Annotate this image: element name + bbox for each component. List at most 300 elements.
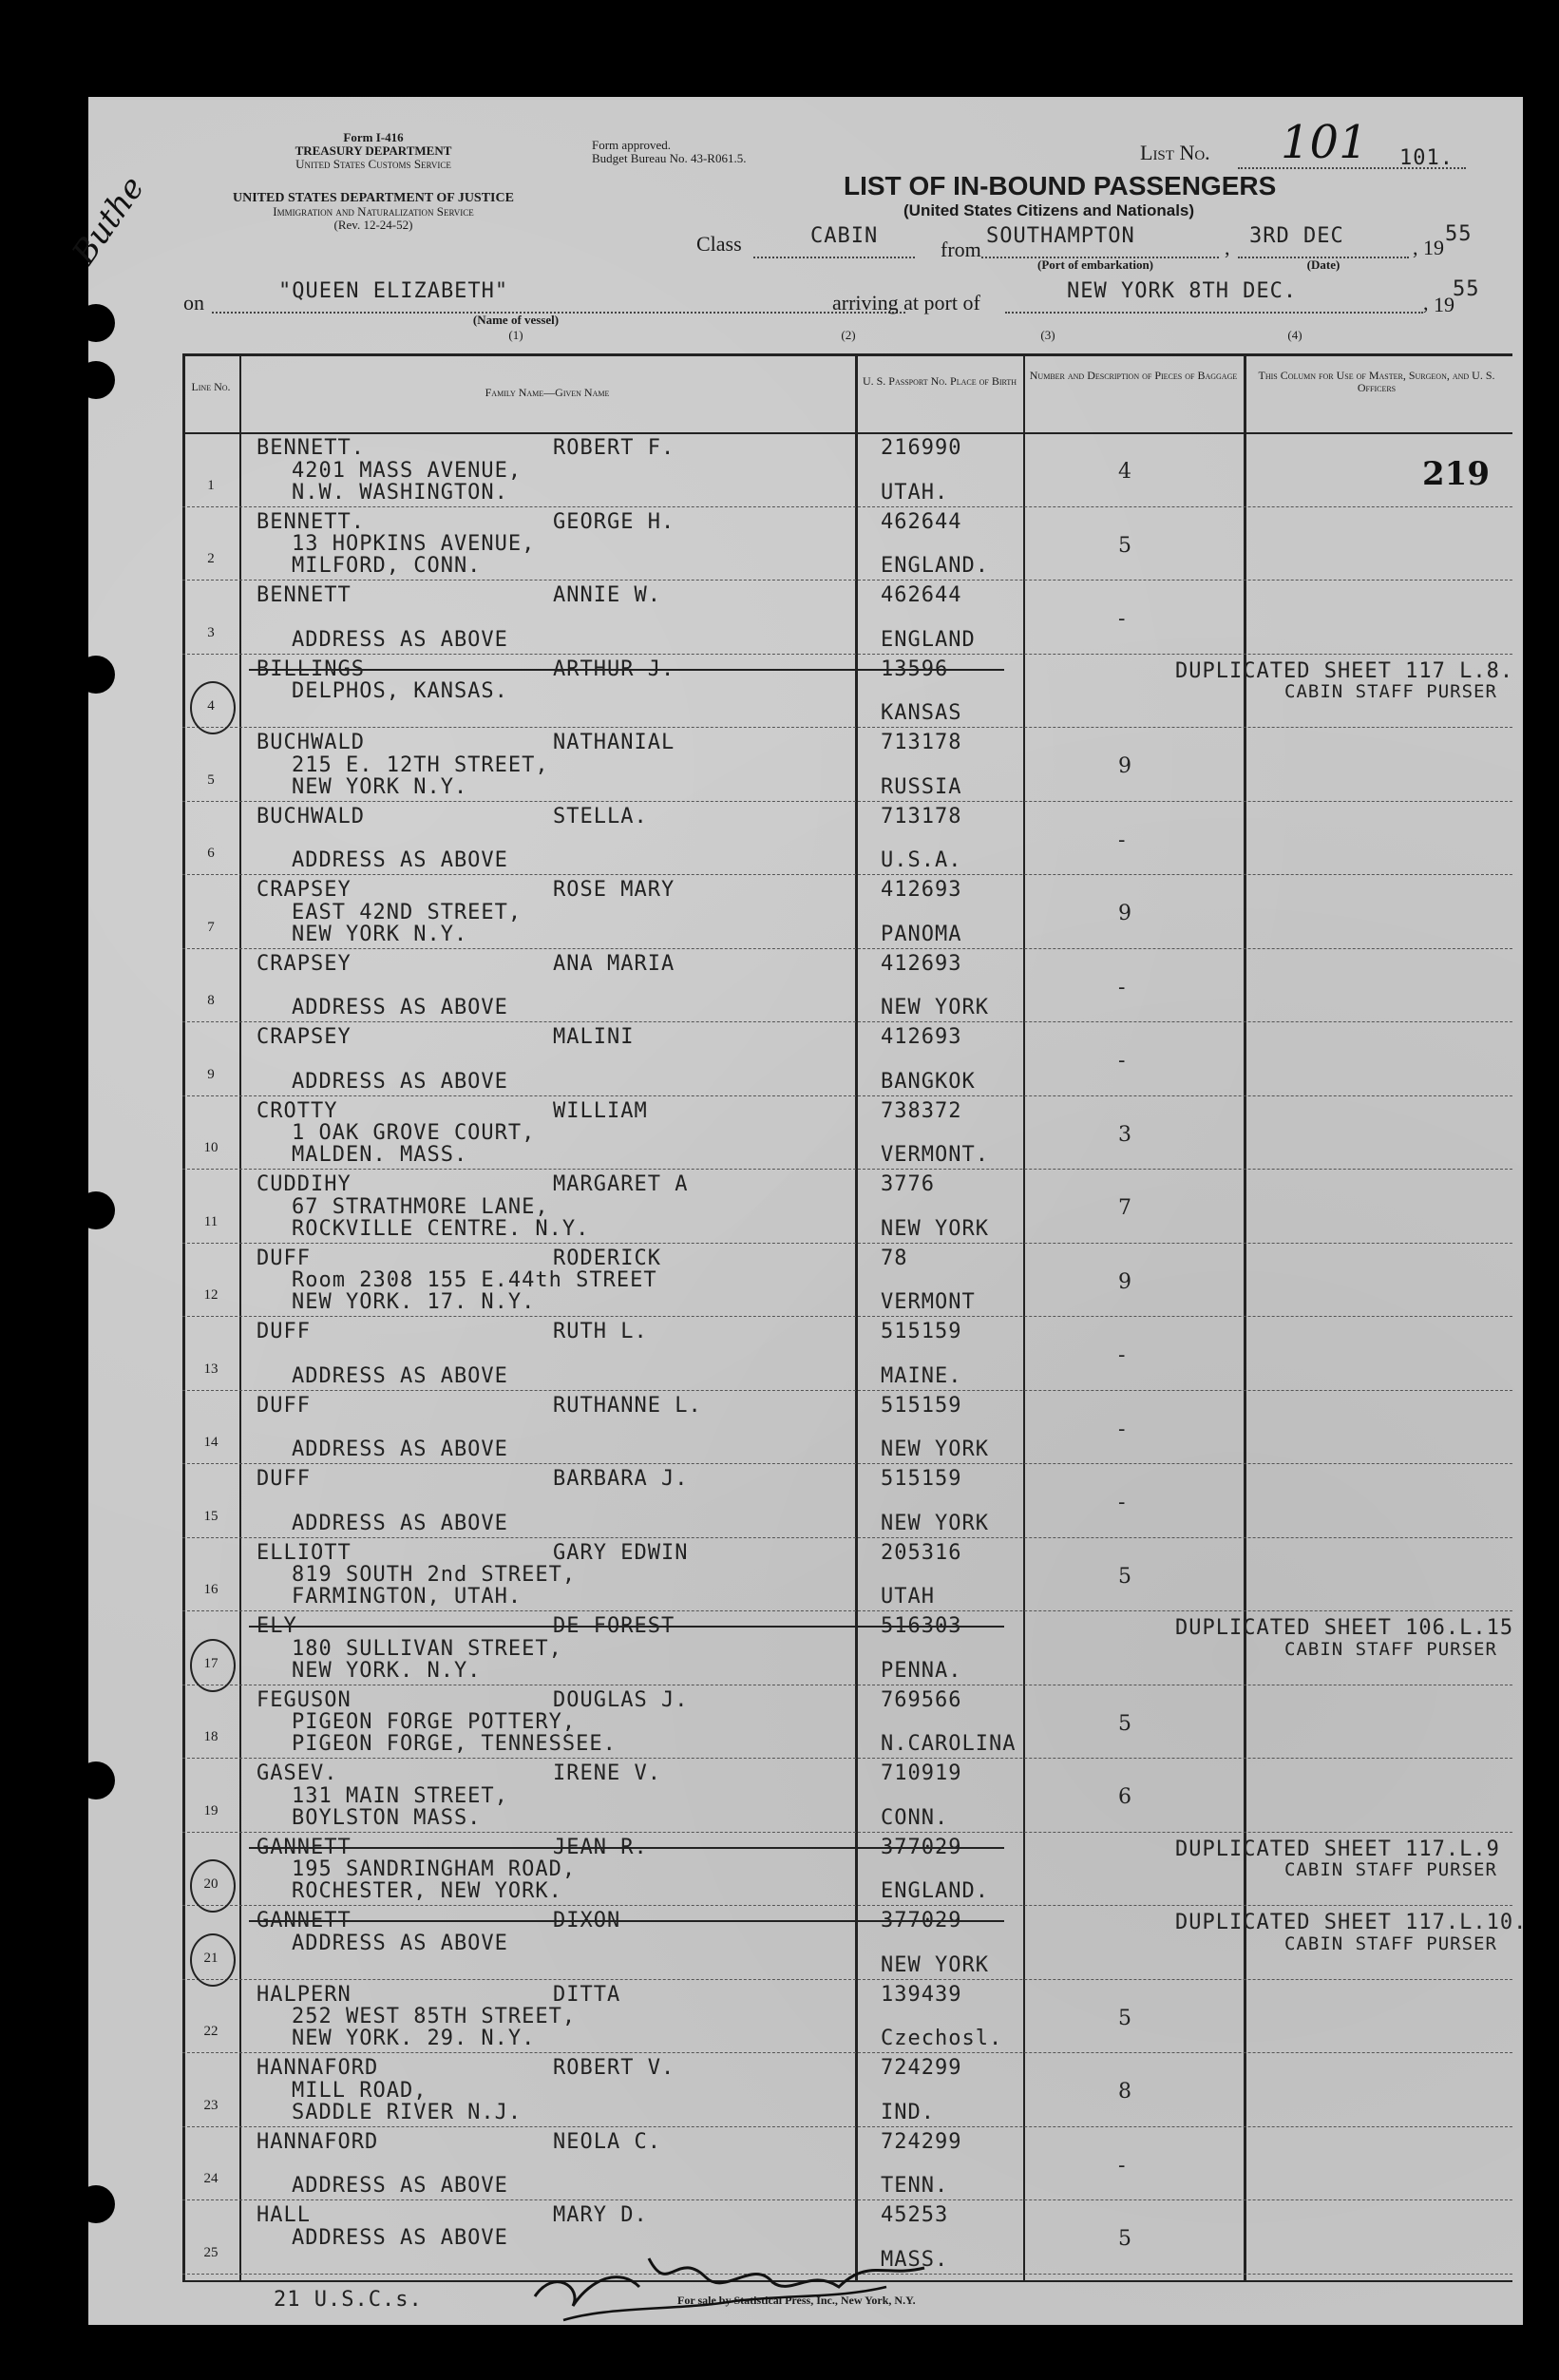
- address-line-2: SADDLE RIVER N.J.: [292, 2100, 523, 2124]
- given-name: DE FOREST: [553, 1614, 675, 1638]
- row-divider: [182, 1169, 1512, 1170]
- given-name: DIXON: [553, 1909, 621, 1933]
- address-line-2: ROCKVILLE CENTRE. N.Y.: [292, 1216, 590, 1241]
- vessel-caption: (Name of vessel): [472, 313, 560, 327]
- punch-hole: [77, 656, 115, 694]
- col-header-baggage: Number and Description of Pieces of Baggage: [1029, 369, 1238, 382]
- given-name: RODERICK: [553, 1246, 661, 1270]
- row-divider: [182, 2126, 1512, 2127]
- address-line-2: BOYLSTON MASS.: [292, 1805, 482, 1830]
- family-name: DUFF: [257, 1467, 311, 1491]
- row-divider: [182, 1316, 1512, 1317]
- address-line-2: ADDRESS AS ABOVE: [292, 1438, 508, 1462]
- arrival-year: 55: [1453, 277, 1480, 301]
- line-number: 4: [207, 698, 215, 714]
- passport-number: 139439: [881, 1982, 962, 2007]
- row-divider: [182, 1537, 1512, 1538]
- vessel-name: "QUEEN ELIZABETH": [278, 279, 509, 303]
- baggage-count: 7: [1118, 1196, 1132, 1221]
- place-of-birth: U.S.A.: [881, 848, 962, 873]
- col-num-4: (4): [1287, 328, 1302, 342]
- family-name: BENNETT.: [257, 509, 365, 534]
- table-row: [182, 1907, 1528, 1981]
- line-number: 13: [203, 1361, 219, 1377]
- passport-number: 515159: [881, 1320, 962, 1343]
- on-label: on: [183, 291, 204, 314]
- line-number: 21: [203, 1950, 219, 1966]
- row-divider: [182, 874, 1512, 875]
- place-of-birth: ENGLAND: [881, 627, 976, 652]
- place-of-birth: NEW YORK: [881, 1952, 989, 1977]
- row-divider: [182, 1905, 1512, 1906]
- given-name: MALINI: [553, 1025, 635, 1049]
- given-name: DITTA: [553, 1982, 621, 2007]
- line-number: 9: [207, 1066, 215, 1082]
- place-of-birth: ENGLAND.: [881, 554, 989, 579]
- line-number: 14: [203, 1435, 219, 1450]
- table-row: [182, 876, 1512, 950]
- year-prefix: 19: [1434, 293, 1454, 316]
- table-row: [182, 803, 1512, 877]
- address-line-1: 131 MAIN STREET,: [292, 1783, 508, 1808]
- table-row: [182, 1171, 1512, 1245]
- passport-number: 710919: [881, 1761, 962, 1785]
- col-header-passport: U. S. Passport No. Place of Birth: [862, 374, 1017, 388]
- officer-note: DUPLICATED SHEET 117 L.8.: [1175, 658, 1514, 683]
- address-line-1: Room 2308 155 E.44th STREET: [292, 1268, 657, 1293]
- table-row: [182, 729, 1512, 803]
- given-name: MARGARET A: [553, 1172, 689, 1196]
- officer-note-signoff: CABIN STAFF PURSER: [1284, 1638, 1497, 1660]
- row-divider: [182, 2052, 1512, 2053]
- baggage-count: 9: [1118, 1269, 1132, 1294]
- passport-number: 377029: [881, 1835, 962, 1859]
- given-name: ANA MARIA: [553, 951, 675, 976]
- family-name: BUCHWALD: [257, 731, 365, 754]
- table-row: [182, 1981, 1512, 2055]
- date-caption: (Date): [1306, 257, 1340, 272]
- place-of-birth: UTAH: [881, 1585, 935, 1609]
- family-name: BUCHWALD: [257, 804, 365, 828]
- family-name: HANNAFORD: [257, 2056, 379, 2080]
- place-of-birth: IND.: [881, 2100, 935, 2124]
- address-line-1: ADDRESS AS ABOVE: [292, 1931, 508, 1955]
- family-name: CRAPSEY: [257, 951, 352, 976]
- treasury-dept: TREASURY DEPARTMENT: [295, 143, 452, 158]
- family-name: CUDDIHY: [257, 1172, 352, 1196]
- family-name: DUFF: [257, 1320, 311, 1343]
- statute: 21 U.S.C.s.: [274, 2288, 423, 2312]
- family-name: CROTTY: [257, 1098, 338, 1123]
- address-line-2: PIGEON FORGE, TENNESSEE.: [292, 1732, 617, 1757]
- table-row: [182, 1539, 1512, 1613]
- baggage-count: 9: [1118, 754, 1132, 779]
- table-row: [182, 2128, 1512, 2202]
- passport-number: 738372: [881, 1098, 962, 1123]
- passport-number: 516303: [881, 1614, 962, 1638]
- row-divider: [182, 2199, 1512, 2200]
- passport-number: 462644: [881, 583, 962, 607]
- given-name: DOUGLAS J.: [553, 1687, 689, 1712]
- passport-number: 724299: [881, 2056, 962, 2080]
- punch-hole: [77, 304, 115, 342]
- budget-bureau: Budget Bureau No. 43-R061.5.: [592, 151, 747, 165]
- row-divider: [182, 1390, 1512, 1391]
- passport-number: 769566: [881, 1687, 962, 1712]
- passport-number: 462644: [881, 509, 962, 534]
- line-number: 25: [203, 2244, 219, 2260]
- address-line-2: NEW YORK. 17. N.Y.: [292, 1290, 536, 1315]
- row-divider: [182, 1979, 1512, 1980]
- given-name: BARBARA J.: [553, 1467, 689, 1491]
- address-line-2: ADDRESS AS ABOVE: [292, 1069, 508, 1094]
- family-name: ELLIOTT: [257, 1540, 352, 1565]
- line-number: 7: [207, 919, 215, 935]
- family-name: BILLINGS: [257, 657, 365, 681]
- punch-hole: [77, 2185, 115, 2223]
- line-number: 12: [203, 1287, 219, 1303]
- baggage-count: 5: [1118, 1564, 1132, 1589]
- line-number: 19: [203, 1802, 219, 1818]
- line-number-circle: [190, 681, 236, 734]
- from-label: from: [941, 238, 981, 261]
- place-of-birth: N.CAROLINA: [881, 1732, 1017, 1757]
- given-name: MARY D.: [553, 2203, 648, 2227]
- line-number: 11: [203, 1213, 219, 1229]
- line-number: 20: [203, 1876, 219, 1892]
- list-no-handwritten: 101: [1281, 116, 1368, 169]
- line-number: 5: [207, 771, 215, 788]
- family-name: GANNETT: [257, 1909, 352, 1933]
- passport-number: 724299: [881, 2129, 962, 2154]
- table-row: [182, 1318, 1512, 1392]
- officer-note-signoff: CABIN STAFF PURSER: [1284, 1859, 1497, 1881]
- address-line-2: ADDRESS AS ABOVE: [292, 996, 508, 1020]
- customs-service: United States Customs Service: [295, 157, 451, 171]
- line-number: 23: [203, 2097, 219, 2113]
- table-row: [182, 1245, 1512, 1319]
- given-name: IRENE V.: [553, 1761, 661, 1785]
- arrival-port: NEW YORK 8TH DEC.: [1067, 279, 1298, 303]
- family-name: DUFF: [257, 1246, 311, 1270]
- given-name: GARY EDWIN: [553, 1540, 689, 1565]
- address-line-2: ADDRESS AS ABOVE: [292, 1363, 508, 1388]
- given-name: ROBERT F.: [553, 436, 675, 460]
- family-name: DUFF: [257, 1393, 311, 1418]
- punch-hole: [77, 1191, 115, 1229]
- margin-handwriting: Buthe: [65, 169, 153, 272]
- family-name: BENNETT.: [257, 436, 365, 460]
- officer-note: DUPLICATED SHEET 106.L.15: [1175, 1616, 1514, 1640]
- row-divider: [182, 506, 1512, 507]
- family-name: HALPERN: [257, 1982, 352, 2007]
- row-divider: [182, 1095, 1512, 1096]
- row-divider: [182, 1243, 1512, 1244]
- place-of-birth: BANGKOK: [881, 1069, 976, 1094]
- baggage-count: 4: [1118, 460, 1132, 485]
- printer-note: For sale by Statistical Press, Inc., New York, N.Y.: [677, 2294, 916, 2307]
- line-number: 3: [207, 624, 215, 640]
- place-of-birth: CONN.: [881, 1805, 949, 1830]
- row-divider: [182, 1021, 1512, 1022]
- address-line-1: PIGEON FORGE POTTERY,: [292, 1710, 577, 1735]
- table-row: [182, 508, 1512, 582]
- line-number-circle: [190, 1639, 236, 1692]
- place-of-birth: MASS.: [881, 2247, 949, 2272]
- address-line-2: ADDRESS AS ABOVE: [292, 1511, 508, 1535]
- signature: [525, 2230, 1019, 2325]
- place-of-birth: VERMONT: [881, 1290, 976, 1315]
- line-number-circle: [190, 1859, 236, 1913]
- class-label: Class: [696, 232, 742, 256]
- baggage-count: 5: [1118, 533, 1132, 558]
- line-number: 22: [203, 2024, 219, 2039]
- place-of-birth: KANSAS: [881, 701, 962, 726]
- address-line-1: 13 HOPKINS AVENUE,: [292, 532, 536, 557]
- row-divider: [182, 727, 1512, 728]
- given-name: ARTHUR J.: [553, 657, 675, 681]
- form-approved: Form approved.: [592, 138, 672, 152]
- punch-hole: [77, 361, 115, 399]
- place-of-birth: PANOMA: [881, 922, 962, 946]
- officer-number: 219: [1422, 455, 1490, 493]
- given-name: RUTH L.: [553, 1320, 648, 1343]
- table-row: [182, 1023, 1512, 1097]
- family-name: CRAPSEY: [257, 878, 352, 902]
- row-divider: [182, 1463, 1512, 1464]
- officer-note-signoff: CABIN STAFF PURSER: [1284, 681, 1497, 703]
- baggage-count: -: [1118, 2153, 1127, 2178]
- table-row: [182, 950, 1512, 1024]
- embark-year: 55: [1445, 222, 1473, 246]
- family-name: GANNETT: [257, 1835, 352, 1859]
- family-name: HANNAFORD: [257, 2129, 379, 2154]
- line-number: 15: [203, 1508, 219, 1524]
- officer-note-signoff: CABIN STAFF PURSER: [1284, 1933, 1497, 1954]
- col-header-line: Line No.: [191, 380, 231, 393]
- address-line-2: ROCHESTER, NEW YORK.: [292, 1879, 562, 1904]
- address-line-1: MILL ROAD,: [292, 2078, 428, 2103]
- class-line: [753, 257, 915, 258]
- baggage-count: 8: [1118, 2080, 1132, 2104]
- revision: (Rev. 12-24-52): [333, 218, 413, 232]
- passport-number: 45253: [881, 2203, 949, 2227]
- col-num-3: (3): [1040, 328, 1055, 342]
- address-line-2: MILFORD, CONN.: [292, 554, 482, 579]
- place-of-birth: Czechosl.: [881, 2027, 1003, 2051]
- place-of-birth: NEW YORK: [881, 996, 989, 1020]
- passport-number: 713178: [881, 804, 962, 828]
- baggage-count: 3: [1118, 1122, 1132, 1147]
- strike-through: [249, 1626, 1004, 1628]
- class-value: CABIN: [810, 224, 879, 248]
- baggage-count: -: [1118, 1049, 1127, 1074]
- year-prefix: 19: [1423, 236, 1444, 259]
- passport-number: 412693: [881, 951, 962, 976]
- address-line-2: NEW YORK. 29. N.Y.: [292, 2027, 536, 2051]
- baggage-count: -: [1118, 1491, 1127, 1515]
- given-name: ANNIE W.: [553, 583, 661, 607]
- line-number: 6: [207, 846, 215, 861]
- line-number: 10: [203, 1140, 219, 1155]
- list-no-typed: 101.: [1399, 146, 1454, 170]
- punch-hole: [77, 1761, 115, 1799]
- form-subtitle: (United States Citizens and Nationals): [903, 201, 1195, 219]
- baggage-count: 5: [1118, 2006, 1132, 2030]
- family-name: CRAPSEY: [257, 1025, 352, 1049]
- address-line-1: 252 WEST 85TH STREET,: [292, 2005, 577, 2029]
- given-name: STELLA.: [553, 804, 648, 828]
- address-line-2: NEW YORK N.Y.: [292, 922, 468, 946]
- passport-number: 216990: [881, 436, 962, 460]
- passport-number: 412693: [881, 1025, 962, 1049]
- given-name: GEORGE H.: [553, 509, 675, 534]
- row-divider: [182, 948, 1512, 949]
- justice-dept: UNITED STATES DEPARTMENT OF JUSTICE: [233, 191, 514, 205]
- table-row: [182, 1392, 1512, 1466]
- line-number-circle: [190, 1933, 236, 1987]
- address-line-1: 215 E. 12TH STREET,: [292, 752, 549, 777]
- family-name: BENNETT: [257, 583, 352, 607]
- address-line-2: NEW YORK N.Y.: [292, 774, 468, 799]
- place-of-birth: UTAH.: [881, 480, 949, 505]
- passport-number: 13596: [881, 657, 949, 681]
- given-name: ROBERT V.: [553, 2056, 675, 2080]
- passport-number: 78: [881, 1246, 908, 1270]
- line-number: 16: [203, 1582, 219, 1597]
- line-number: 24: [203, 2171, 219, 2186]
- address-line-2: ADDRESS AS ABOVE: [292, 2174, 508, 2199]
- passport-number: 3776: [881, 1172, 935, 1196]
- address-line-1: 67 STRATHMORE LANE,: [292, 1194, 549, 1219]
- document-sheet: [65, 97, 1528, 2325]
- address-line-1: EAST 42ND STREET,: [292, 900, 523, 924]
- form-number: Form I-416: [343, 130, 404, 144]
- address-line-2: FARMINGTON, UTAH.: [292, 1585, 523, 1609]
- address-line-1: 195 SANDRINGHAM ROAD,: [292, 1857, 577, 1882]
- line-number: 8: [207, 993, 215, 1008]
- given-name: JEAN R.: [553, 1835, 648, 1859]
- line-number: 17: [203, 1655, 219, 1671]
- place-of-birth: VERMONT.: [881, 1143, 989, 1168]
- comma: ,: [1423, 291, 1429, 314]
- row-divider: [182, 1758, 1512, 1759]
- baggage-count: 5: [1118, 2227, 1132, 2252]
- table-row: [182, 1686, 1512, 1761]
- passport-number: 377029: [881, 1909, 962, 1933]
- strike-through: [249, 1847, 1004, 1849]
- address-line-2: ADDRESS AS ABOVE: [292, 627, 508, 652]
- place-of-birth: NEW YORK: [881, 1511, 989, 1535]
- row-divider: [182, 1832, 1512, 1833]
- place-of-birth: PENNA.: [881, 1658, 962, 1683]
- address-line-2: MALDEN. MASS.: [292, 1143, 468, 1168]
- table-row: [182, 1097, 1512, 1171]
- baggage-count: -: [1118, 975, 1127, 1000]
- col-num-1: (1): [508, 328, 523, 342]
- passport-number: 515159: [881, 1393, 962, 1418]
- place-of-birth: ENGLAND.: [881, 1879, 989, 1904]
- passenger-table: [182, 353, 1528, 2282]
- passport-number: 412693: [881, 878, 962, 902]
- baggage-count: 9: [1118, 902, 1132, 926]
- address-line-2: ADDRESS AS ABOVE: [292, 848, 508, 873]
- family-name: HALL: [257, 2203, 311, 2227]
- table-row: [182, 1834, 1512, 1908]
- place-of-birth: NEW YORK: [881, 1216, 989, 1241]
- baggage-count: 5: [1118, 1711, 1132, 1736]
- officer-note: DUPLICATED SHEET 117.L.9: [1175, 1837, 1500, 1861]
- given-name: NATHANIAL: [553, 731, 675, 754]
- address-line-1: 819 SOUTH 2nd STREET,: [292, 1563, 577, 1588]
- table-row: [182, 656, 1512, 730]
- passport-number: 205316: [881, 1540, 962, 1565]
- comma: ,: [1413, 236, 1418, 259]
- place-of-birth: TENN.: [881, 2174, 949, 2199]
- address-line-1: 180 SULLIVAN STREET,: [292, 1636, 562, 1661]
- table-row: [182, 1465, 1512, 1539]
- baggage-count: -: [1118, 828, 1127, 852]
- line-number: 1: [207, 477, 215, 493]
- col-header-officers: This Column for Use of Master, Surgeon, and U. S. Officers: [1258, 369, 1495, 394]
- passport-number: 515159: [881, 1467, 962, 1491]
- address-line-1: 4201 MASS AVENUE,: [292, 458, 523, 483]
- ins-service: Immigration and Naturalization Service: [273, 204, 474, 219]
- address-line-2: NEW YORK. N.Y.: [292, 1658, 482, 1683]
- list-no-label: List No.: [1140, 141, 1210, 164]
- officer-note: DUPLICATED SHEET 117.L.10.: [1175, 1911, 1528, 1934]
- form-title: LIST OF IN-BOUND PASSENGERS: [844, 171, 1277, 200]
- address-line-1: DELPHOS, KANSAS.: [292, 679, 508, 704]
- embark-date: 3RD DEC: [1249, 224, 1344, 248]
- line-number: 18: [203, 1729, 219, 1744]
- row-divider: [182, 654, 1512, 655]
- table-row: [182, 434, 1512, 508]
- comma: ,: [1225, 236, 1230, 259]
- row-divider: [182, 801, 1512, 802]
- given-name: WILLIAM: [553, 1098, 648, 1123]
- place-of-birth: RUSSIA: [881, 774, 962, 799]
- place-of-birth: NEW YORK: [881, 1438, 989, 1462]
- address-line-1: 1 OAK GROVE COURT,: [292, 1121, 536, 1146]
- baggage-count: 6: [1118, 1785, 1132, 1810]
- place-of-birth: MAINE.: [881, 1363, 962, 1388]
- family-name: ELY: [257, 1614, 297, 1638]
- given-name: NEOLA C.: [553, 2129, 661, 2154]
- col-num-2: (2): [841, 328, 856, 342]
- line-number: 2: [207, 551, 215, 566]
- passport-number: 713178: [881, 731, 962, 754]
- baggage-count: -: [1118, 607, 1127, 632]
- arriving-label: arriving at port of: [832, 291, 980, 314]
- table-row: [182, 1760, 1512, 1834]
- address-line-2: N.W. WASHINGTON.: [292, 480, 508, 505]
- family-name: GASEV.: [257, 1761, 338, 1785]
- baggage-count: -: [1118, 1343, 1127, 1368]
- row-divider: [182, 1610, 1512, 1611]
- strike-through: [249, 1920, 1004, 1922]
- row-divider: [182, 580, 1512, 581]
- baggage-count: -: [1118, 1417, 1127, 1441]
- table-row: [182, 1612, 1512, 1686]
- col-header-name: Family Name—Given Name: [485, 386, 610, 399]
- address-line-1: ADDRESS AS ABOVE: [292, 2225, 508, 2250]
- arrival-line: [1005, 312, 1423, 314]
- given-name: RUTHANNE L.: [553, 1393, 702, 1418]
- given-name: ROSE MARY: [553, 878, 675, 902]
- table-row: [182, 581, 1512, 656]
- strike-through: [249, 669, 1004, 671]
